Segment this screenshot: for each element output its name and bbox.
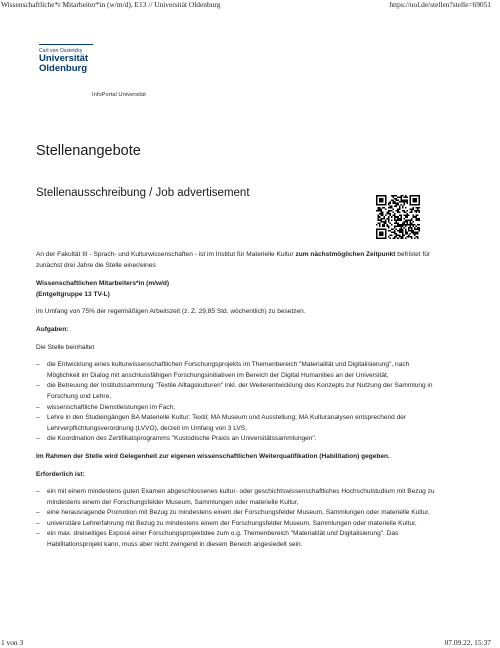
list-item: – eine herausragende Promotion mit Bezug zu mindestens einem der Forschungsfelder Museum, Sammlungen oder materielle Kultur,: [36, 508, 436, 519]
list-item: – ein max. dreiseitiges Exposé einer Forschungsprojektidee zum o.g. Themenbereich "Materialität und Digitalisierung". Das Habilitationsprojekt kann, muss aber nicht zwingend in diesem Bereich angesiedelt sein.: [36, 529, 436, 550]
print-footer: [0, 638, 500, 647]
job-description: [36, 250, 436, 551]
print-datetime: 07.09.22, 15:37: [444, 638, 491, 647]
scope-paragraph: im Umfang von 75% der regelmäßigen Arbeitszeit (z. Z. 29,85 Std. wöchentlich) zu besetzen.: [36, 308, 306, 316]
list-item: – wissenschaftliche Dienstleistungen im Fach,: [36, 403, 436, 414]
print-header-title: Wissenschaftliche*r Mitarbeiter*in (w/m/d), E13 // Universität Oldenburg: [1, 0, 221, 9]
page-indicator: 1 von 3: [1, 638, 24, 647]
logo-line-2: Universität: [39, 53, 89, 64]
page-title: Stellenangebote: [36, 143, 141, 159]
position-title: Wissenschaftlichen Mitarbeiters*in (m/w/d): [36, 280, 170, 288]
logo-rule: [39, 44, 93, 45]
tasks-list: [36, 360, 436, 445]
list-item: – die Entwicklung eines kulturwissenschaftlichen Forschungsprojekts im Themenbereich "Materialität und Digitalisierung", nach Möglichkeit im Dialog mit anschlussfähigen Forschungsinitiativen im Bereich der Digital Humanities an der Universität,: [36, 360, 436, 381]
intro-paragraph: An der Fakultät III - Sprach- und Kulturwissenschaften - ist im Institut für Materielle Kultur zum nächstmöglichen Zeitpunkt befristet für zunächst drei Jahre die Stelle einer/eines: [36, 251, 431, 269]
print-header: [0, 0, 500, 9]
qr-code-icon: [376, 195, 420, 239]
list-item: – die Koordination des Zertifikatsprogramms "Kustodische Praxis an Universitätssammlungen".: [36, 434, 436, 445]
list-item: – Lehre in den Studiengängen BA Materielle Kultur: Textil; MA Museum und Ausstellung; MA Kulturanalysen entsprechend der Lehrverpflichtungsverordnung (LVVO), derzeit im Umfang von 3 LVS,: [36, 413, 436, 434]
logo-line-3: Oldenburg: [39, 63, 88, 74]
habilitation-note: Im Rahmen der Stelle wird Gelegenheit zur eigenen wissenschaftlichen Weiterqualifikation (Habilitation) gegeben.: [36, 452, 390, 460]
tasks-intro: Die Stelle beinhaltet: [36, 343, 95, 351]
list-item: – universitäre Lehrerfahrung mit Bezug zu mindestens einem der Forschungsfelder Museum, Sammlungen oder materielle Kultur,: [36, 519, 436, 530]
salary-group: (Entgeltgruppe 13 TV-L): [36, 290, 110, 298]
print-header-url[interactable]: https://uol.de/stellen?stelle=69051: [389, 0, 491, 9]
logo-line-2-3: [39, 54, 88, 74]
university-logo[interactable]: [36, 44, 106, 80]
logo-line-1: Carl von Ossietzky: [39, 48, 83, 54]
list-item: – die Betreuung der Institutssammlung "Textile Alltagskulturen" inkl. der Weiterentwicklung des Konzepts zur Nutzung der Sammlung in Forschung und Lehre,: [36, 381, 436, 402]
page-subtitle: Stellenausschreibung / Job advertisement: [36, 187, 250, 199]
tasks-heading: Aufgaben:: [36, 325, 69, 333]
requirements-list: [36, 487, 436, 551]
requirements-heading: Erforderlich ist:: [36, 470, 85, 478]
nav-infoportal-link[interactable]: InfoPortal Universität: [92, 92, 146, 98]
list-item: – ein mit einem mindestens guten Examen abgeschlossenes kultur- oder geschichtswissenschaftliches Hochschulstudium mit Bezug zu mindestens einem der Forschungsfelder Museum, Sammlungen oder materielle Kultur,: [36, 487, 436, 508]
